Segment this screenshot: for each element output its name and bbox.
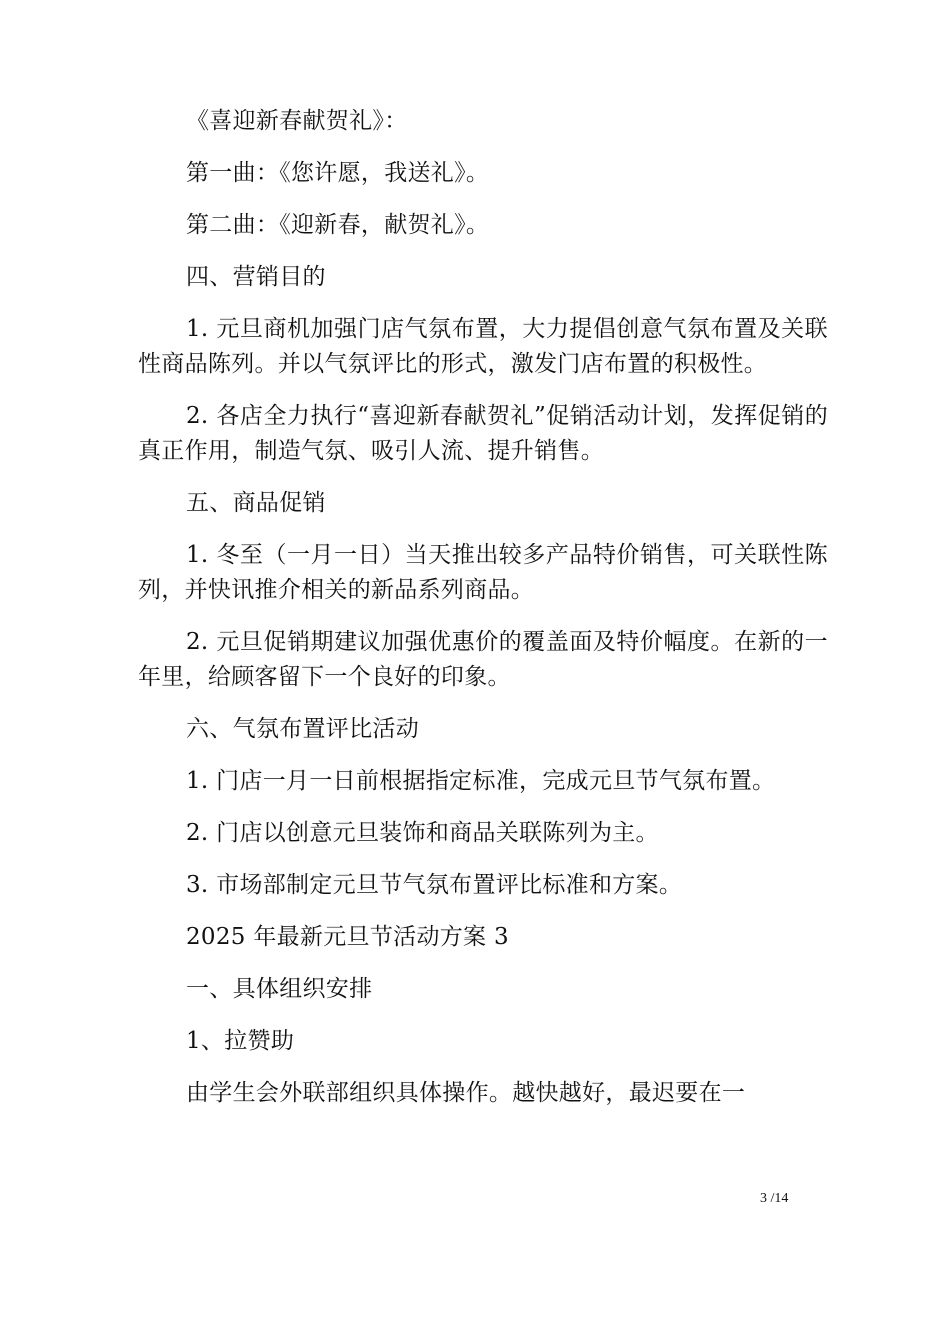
paragraph-goal-1: 1. 元旦商机加强门店气氛布置，大力提倡创意气氛布置及关联性商品陈列。并以气氛评比的形式，激发门店布置的积极性。 [138,316,828,377]
paragraph-first-song: 第一曲：《您许愿，我送礼》。 [186,160,490,186]
paragraph-promotion-2: 2. 元旦促销期建议加强优惠价的覆盖面及特价幅度。在新的一年里，给顾客留下一个良好的印象。 [138,629,828,690]
heading-marketing-goal: 四、营销目的 [186,264,326,290]
page-number: 3 /14 [760,1191,789,1206]
heading-atmosphere-contest: 六、气氛布置评比活动 [186,716,419,742]
paragraph-second-song: 第二曲：《迎新春，献贺礼》。 [186,212,490,238]
heading-organization: 一、具体组织安排 [186,976,373,1002]
paragraph-contest-2: 2. 门店以创意元旦装饰和商品关联陈列为主。 [186,820,659,846]
paragraph-song-title: 《喜迎新春献贺礼》： [186,108,408,134]
heading-sponsorship: 1、拉赞助 [186,1028,295,1054]
heading-product-promotion: 五、商品促销 [186,490,326,516]
document-body [138,104,828,1128]
paragraph-promotion-1: 1. 冬至（一月一日）当天推出较多产品特价销售，可关联性陈列，并快讯推介相关的新品系列商品。 [138,542,828,603]
paragraph-contest-3: 3. 市场部制定元旦节气氛布置评比标准和方案。 [186,872,683,898]
paragraph-sponsorship: 由学生会外联部组织具体操作。越快越好，最迟要在一 [186,1080,746,1106]
paragraph-goal-2: 2. 各店全力执行“喜迎新春献贺礼”促销活动计划，发挥促销的真正作用，制造气氛、吸引人流、提升销售。 [138,403,828,464]
paragraph-contest-1: 1. 门店一月一日前根据指定标准，完成元旦节气氛布置。 [186,768,776,794]
heading-plan-3: 2025 年最新元旦节活动方案 3 [186,924,509,950]
